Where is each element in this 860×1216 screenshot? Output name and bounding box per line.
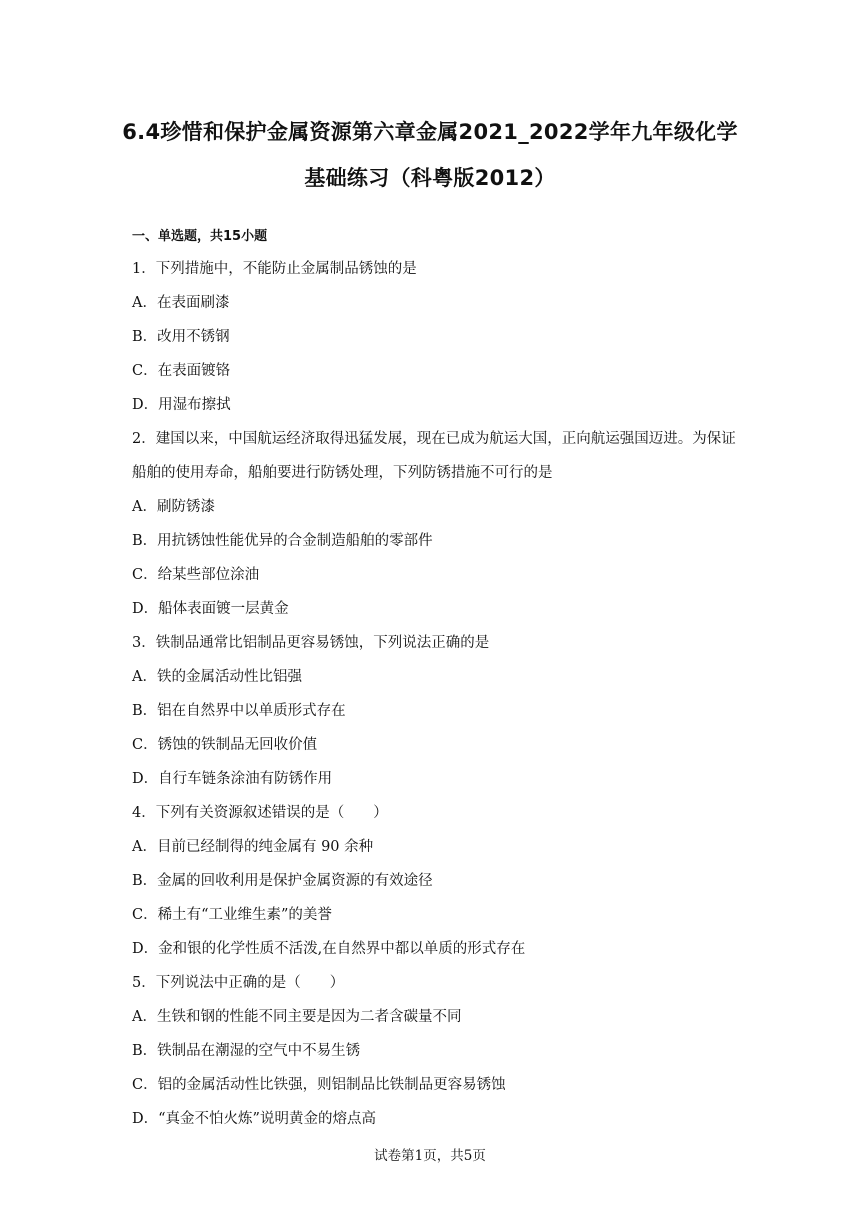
option-c: C．锈蚀的铁制品无回收价值 — [132, 737, 318, 753]
option-a: A．生铁和钢的性能不同主要是因为二者含碳量不同 — [132, 1009, 462, 1025]
option-c: C．在表面镀铬 — [132, 363, 231, 379]
question-stem: 4．下列有关资源叙述错误的是（ ） — [132, 805, 388, 821]
option-c: C．铝的金属活动性比铁强，则铝制品比铁制品更容易锈蚀 — [132, 1077, 506, 1093]
question-list — [132, 252, 736, 1136]
question-2 — [132, 422, 736, 626]
option-b: B．金属的回收利用是保护金属资源的有效途径 — [132, 873, 433, 889]
option-b: B．铝在自然界中以单质形式存在 — [132, 703, 346, 719]
option-b: B．铁制品在潮湿的空气中不易生锈 — [132, 1043, 361, 1059]
question-4 — [132, 796, 736, 966]
question-stem: 5．下列说法中正确的是（ ） — [132, 975, 345, 991]
option-b: B．改用不锈钢 — [132, 329, 230, 345]
question-5 — [132, 966, 736, 1136]
document-title-line-1: 6.4珍惜和保护金属资源第六章金属2021_2022学年九年级化学 — [122, 120, 738, 144]
option-d: D．船体表面镀一层黄金 — [132, 601, 289, 617]
option-c: C．稀土有“工业维生素”的美誉 — [132, 907, 332, 923]
option-a: A．目前已经制得的纯金属有 90 余种 — [132, 839, 374, 855]
document-title-line-2: 基础练习（科粤版2012） — [304, 166, 556, 190]
option-a: A．在表面刷漆 — [132, 295, 230, 311]
option-d: D．自行车链条涂油有防锈作用 — [132, 771, 333, 787]
page-footer: 试卷第1页，共5页 — [374, 1148, 486, 1164]
question-stem: 2．建国以来，中国航运经济取得迅猛发展，现在已成为航运大国，正向航运强国迈进。为保证船舶的使用寿命，船舶要进行防锈处理，下列防锈措施不可行的是 — [132, 431, 736, 481]
option-c: C．给某些部位涂油 — [132, 567, 260, 583]
option-a: A．铁的金属活动性比铝强 — [132, 669, 302, 685]
option-b: B．用抗锈蚀性能优异的合金制造船舶的零部件 — [132, 533, 433, 549]
option-d: D．金和银的化学性质不活泼,在自然界中都以单质的形式存在 — [132, 941, 526, 957]
question-stem: 3．铁制品通常比铝制品更容易锈蚀，下列说法正确的是 — [132, 635, 490, 651]
section-heading: 一、单选题，共15小题 — [132, 229, 268, 244]
option-a: A．刷防锈漆 — [132, 499, 215, 515]
option-d: D．“真金不怕火炼”说明黄金的熔点高 — [132, 1111, 376, 1127]
question-stem: 1．下列措施中，不能防止金属制品锈蚀的是 — [132, 261, 417, 277]
question-3 — [132, 626, 736, 796]
option-d: D．用湿布擦拭 — [132, 397, 231, 413]
question-1 — [132, 252, 736, 422]
